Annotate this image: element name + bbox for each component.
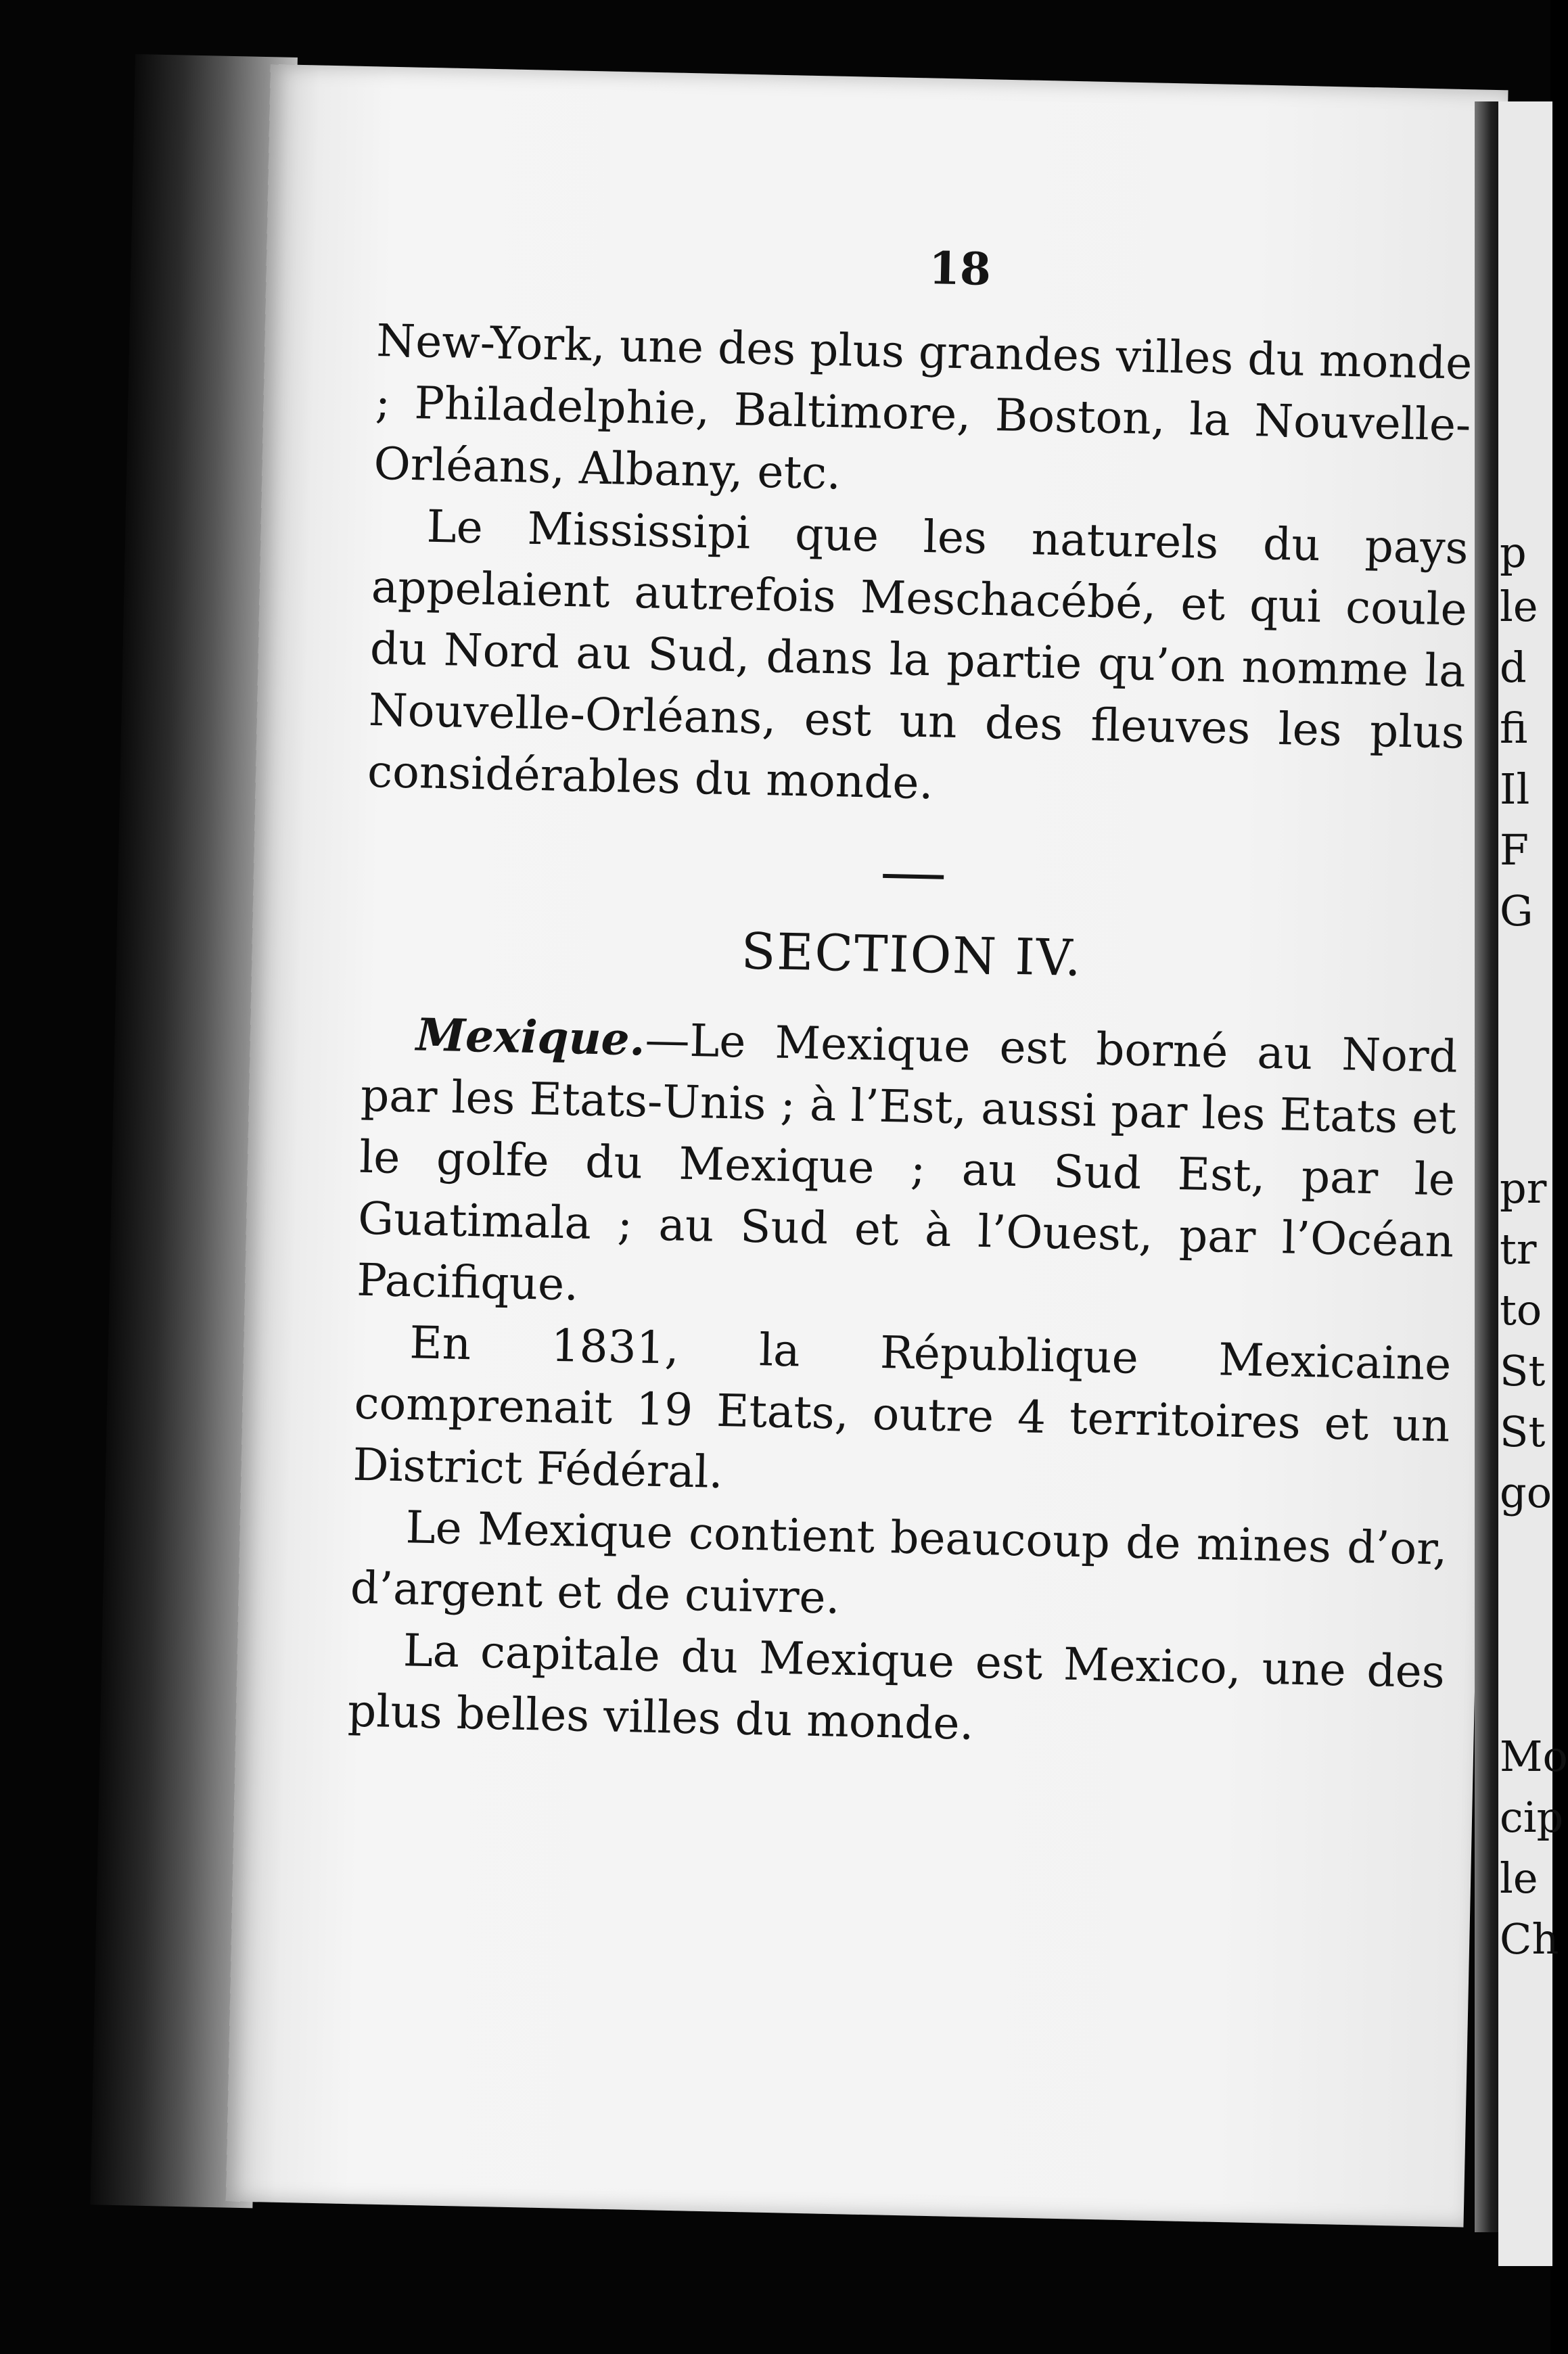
next-page-fragment: St (1500, 1346, 1546, 1395)
page-number: 18 (928, 241, 992, 296)
section-run-in-heading: Mexique. (415, 1008, 646, 1066)
next-page-fragment: tr (1500, 1224, 1537, 1274)
next-page-fragment: p (1500, 528, 1527, 577)
page-text (347, 230, 1474, 1764)
next-page-fragment: St (1500, 1407, 1546, 1456)
next-page-fragment: Mo (1500, 1732, 1568, 1781)
paragraph-republique: En 1831, la République Mexicaine comprenait 19 Etats, outre 4 territoires et un District Fédéral. (352, 1316, 1452, 1499)
next-page-fragment: le (1500, 582, 1538, 631)
next-page-fragment: pr (1500, 1163, 1547, 1213)
next-page-fragment: go (1500, 1468, 1552, 1517)
page-gutter (1475, 101, 1502, 2232)
next-page-fragment: G (1500, 886, 1534, 936)
paragraph-mississipi: Le Mississipi que les naturels du pays appelaient autrefois Meschacébé, et qui coule du Nord au Sud, dans la partie qu’on nomme la Nouvelle-Orléans, est un des fleuves les plus considérables du monde. (367, 500, 1469, 810)
next-page-fragment: d (1500, 643, 1527, 692)
next-page-fragment: Ch (1500, 1914, 1559, 1964)
next-page-fragment: le (1500, 1853, 1538, 1903)
next-page-fragment: F (1500, 825, 1529, 875)
next-page-fragment: cip (1500, 1793, 1564, 1842)
paragraph-mines: Le Mexique contient beaucoup de mines d’or, d’argent et de cuivre. (350, 1501, 1448, 1624)
paragraph-mexique-borders-text: —Le Mexique est borné au Nord par les Etats-Unis ; à l’Est, aussi par les Etats et le golfe du Mexique ; au Sud Est, par le Guatimala ; au Sud et à l’Ouest, par l’Océan Pacifique. (356, 1013, 1458, 1311)
paragraph-mexique-borders (356, 1003, 1458, 1334)
paragraph-cities: New-York, une des plus grandes villes du monde ; Philadelphie, Baltimore, Boston, la Nouvelle-Orléans, Albany, etc. (373, 314, 1473, 500)
next-page-fragment: Il (1500, 764, 1530, 814)
next-page-fragment: to (1500, 1285, 1542, 1335)
section-divider (883, 874, 944, 879)
next-page-edge (1498, 101, 1568, 2266)
section-title: SECTION IV. (740, 922, 1083, 988)
paragraph-capitale: La capitale du Mexique est Mexico, une des plus belles villes du monde. (347, 1624, 1446, 1750)
next-page-fragment: fi (1500, 703, 1528, 753)
